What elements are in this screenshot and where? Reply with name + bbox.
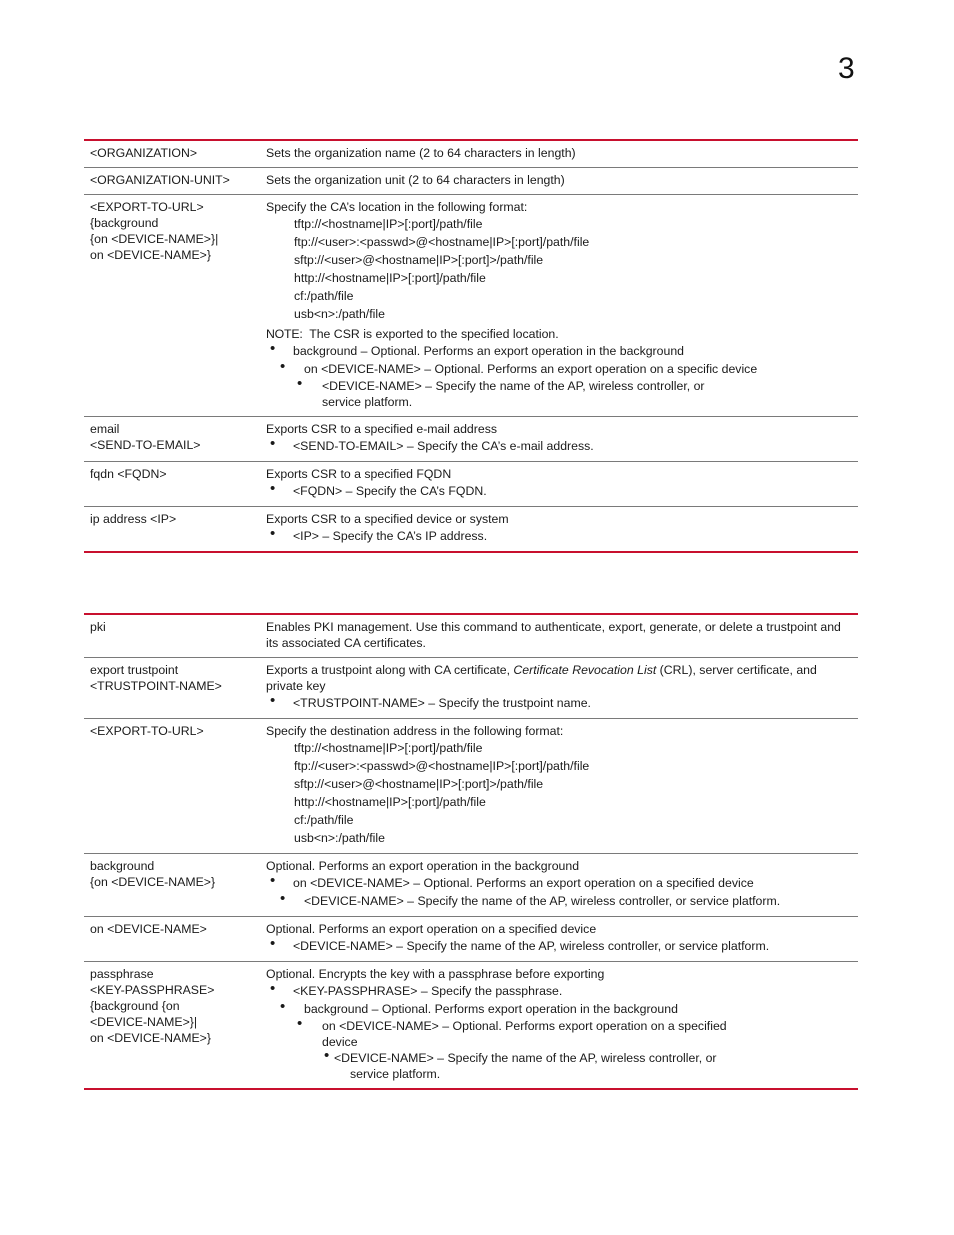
- param-cell: fqdn <FQDN>: [84, 462, 254, 507]
- desc-cell: [254, 417, 858, 462]
- desc-cell: [254, 195, 858, 417]
- desc-cell: Sets the organization name (2 to 64 characters in length): [254, 140, 858, 168]
- desc-cell: [254, 507, 858, 553]
- bullet-item: • <FQDN> – Specify the CA’s FQDN.: [266, 482, 852, 500]
- bullet-continuation: device: [322, 1035, 358, 1049]
- bullet-item: • <DEVICE-NAME> – Specify the name of the AP, wireless controller, or service platform.: [266, 892, 852, 910]
- desc-text: private key: [266, 679, 326, 693]
- param-cell: [84, 658, 254, 719]
- bullet-continuation: service platform.: [350, 1067, 441, 1081]
- bullet-item: • <KEY-PASSPHRASE> – Specify the passphrase.: [266, 982, 852, 1000]
- param-line: {on <DEVICE-NAME>}|: [90, 232, 219, 246]
- desc-text: Optional. Performs an export operation in the background: [266, 859, 580, 873]
- table-row: [84, 614, 858, 658]
- table-row: [84, 507, 858, 553]
- param-cell: [84, 962, 254, 1090]
- url-format: http://<hostname|IP>[:port]/path/file: [294, 795, 486, 809]
- param-line: background: [90, 859, 155, 873]
- url-format: cf:/path/file: [294, 813, 354, 827]
- parameter-table-1: [84, 139, 858, 553]
- param-line: on <DEVICE-NAME>}: [90, 248, 211, 262]
- param-line: passphrase: [90, 967, 154, 981]
- url-format: tftp://<hostname|IP>[:port]/path/file: [294, 217, 483, 231]
- desc-text: [266, 662, 852, 678]
- param-cell: <EXPORT-TO-URL>: [84, 719, 254, 854]
- desc-text: Exports CSR to a specified e-mail address: [266, 422, 498, 436]
- bullet-item: • on <DEVICE-NAME> – Optional. Performs an export operation on a specified device: [266, 874, 852, 892]
- param-line: <SEND-TO-EMAIL>: [90, 438, 201, 452]
- desc-cell: [254, 917, 858, 962]
- url-format: sftp://<user>@<hostname|IP>[:port]>/path/file: [294, 777, 544, 791]
- desc-text-part: Exports a trustpoint along with CA certificate,: [266, 663, 514, 677]
- note-text: The CSR is exported to the specified location.: [309, 327, 559, 341]
- url-format: sftp://<user>@<hostname|IP>[:port]>/path/file: [294, 253, 544, 267]
- url-format: usb<n>:/path/file: [294, 307, 385, 321]
- param-cell: <ORGANIZATION-UNIT>: [84, 168, 254, 195]
- bullet-item: • <IP> – Specify the CA’s IP address.: [266, 527, 852, 545]
- desc-text: Enables PKI management. Use this command to authenticate, export, generate, or delete a trustpoint and: [266, 620, 841, 634]
- bullet-item: • <DEVICE-NAME> – Specify the name of the AP, wireless controller, or service platform.: [266, 937, 852, 955]
- bullet-item: • on <DEVICE-NAME> – Optional. Performs an export operation on a specific device: [266, 360, 852, 378]
- desc-text: Optional. Performs an export operation on a specified device: [266, 922, 597, 936]
- url-format-list: [266, 739, 852, 847]
- param-line: <DEVICE-NAME>}|: [90, 1015, 198, 1029]
- url-format: ftp://<user>:<passwd>@<hostname|IP>[:port]/path/file: [294, 235, 590, 249]
- desc-text: its associated CA certificates.: [266, 636, 426, 650]
- chapter-number: 3: [838, 52, 855, 85]
- bullet-item: • background – Optional. Performs export operation in the background: [266, 1000, 852, 1018]
- desc-text: Exports CSR to a specified FQDN: [266, 467, 452, 481]
- desc-cell: Sets the organization unit (2 to 64 characters in length): [254, 168, 858, 195]
- desc-cell: [254, 462, 858, 507]
- desc-cell: [254, 719, 858, 854]
- param-line: <TRUSTPOINT-NAME>: [90, 679, 222, 693]
- param-cell: on <DEVICE-NAME>: [84, 917, 254, 962]
- param-line: <KEY-PASSPHRASE>: [90, 983, 215, 997]
- url-format: usb<n>:/path/file: [294, 831, 385, 845]
- parameter-table-2: [84, 613, 858, 1090]
- param-line: <EXPORT-TO-URL>: [90, 200, 204, 214]
- param-line: on <DEVICE-NAME>}: [90, 1031, 211, 1045]
- bullet-item: • <DEVICE-NAME> – Specify the name of the AP, wireless controller, or: [266, 1050, 852, 1066]
- note: [266, 326, 852, 342]
- bullet-item: • <DEVICE-NAME> – Specify the name of the AP, wireless controller, or: [266, 378, 852, 394]
- param-cell: [84, 195, 254, 417]
- url-format-list: [266, 215, 852, 323]
- desc-cell: [254, 854, 858, 917]
- desc-cell: [254, 614, 858, 658]
- bullet-item: • <TRUSTPOINT-NAME> – Specify the trustpoint name.: [266, 694, 852, 712]
- table-row: [84, 168, 858, 195]
- desc-cell: [254, 962, 858, 1090]
- desc-text-part: (CRL), server certificate, and: [656, 663, 817, 677]
- table-row: [84, 658, 858, 719]
- note-label: NOTE:: [266, 327, 303, 341]
- desc-text: Exports CSR to a specified device or system: [266, 512, 509, 526]
- table-row: [84, 462, 858, 507]
- table-row: [84, 195, 858, 417]
- param-line: email: [90, 422, 120, 436]
- url-format: tftp://<hostname|IP>[:port]/path/file: [294, 741, 483, 755]
- param-line: {on <DEVICE-NAME>}: [90, 875, 216, 889]
- desc-cell: [254, 658, 858, 719]
- desc-text: Optional. Encrypts the key with a passphrase before exporting: [266, 967, 605, 981]
- url-format: ftp://<user>:<passwd>@<hostname|IP>[:port]/path/file: [294, 759, 590, 773]
- table-row: [84, 417, 858, 462]
- param-cell: [84, 417, 254, 462]
- desc-text: Specify the CA’s location in the following format:: [266, 200, 528, 214]
- param-line: export trustpoint: [90, 663, 179, 677]
- table-row: [84, 917, 858, 962]
- bullet-item: • <SEND-TO-EMAIL> – Specify the CA’s e-mail address.: [266, 437, 852, 455]
- param-cell: [84, 854, 254, 917]
- bullet-item: • background – Optional. Performs an export operation in the background: [266, 342, 852, 360]
- table-row: [84, 140, 858, 168]
- bullet-continuation: service platform.: [322, 395, 413, 409]
- url-format: cf:/path/file: [294, 289, 354, 303]
- param-cell: ip address <IP>: [84, 507, 254, 553]
- desc-italic-term: Certificate Revocation List: [513, 663, 657, 677]
- table-row: [84, 962, 858, 1090]
- bullet-item: • on <DEVICE-NAME> – Optional. Performs export operation on a specified: [266, 1018, 852, 1034]
- param-line: {background: [90, 216, 159, 230]
- param-line: {background {on: [90, 999, 180, 1013]
- table-row: [84, 854, 858, 917]
- url-format: http://<hostname|IP>[:port]/path/file: [294, 271, 486, 285]
- param-cell: pki: [84, 614, 254, 658]
- desc-text: Specify the destination address in the following format:: [266, 724, 564, 738]
- table-row: [84, 719, 858, 854]
- param-cell: <ORGANIZATION>: [84, 140, 254, 168]
